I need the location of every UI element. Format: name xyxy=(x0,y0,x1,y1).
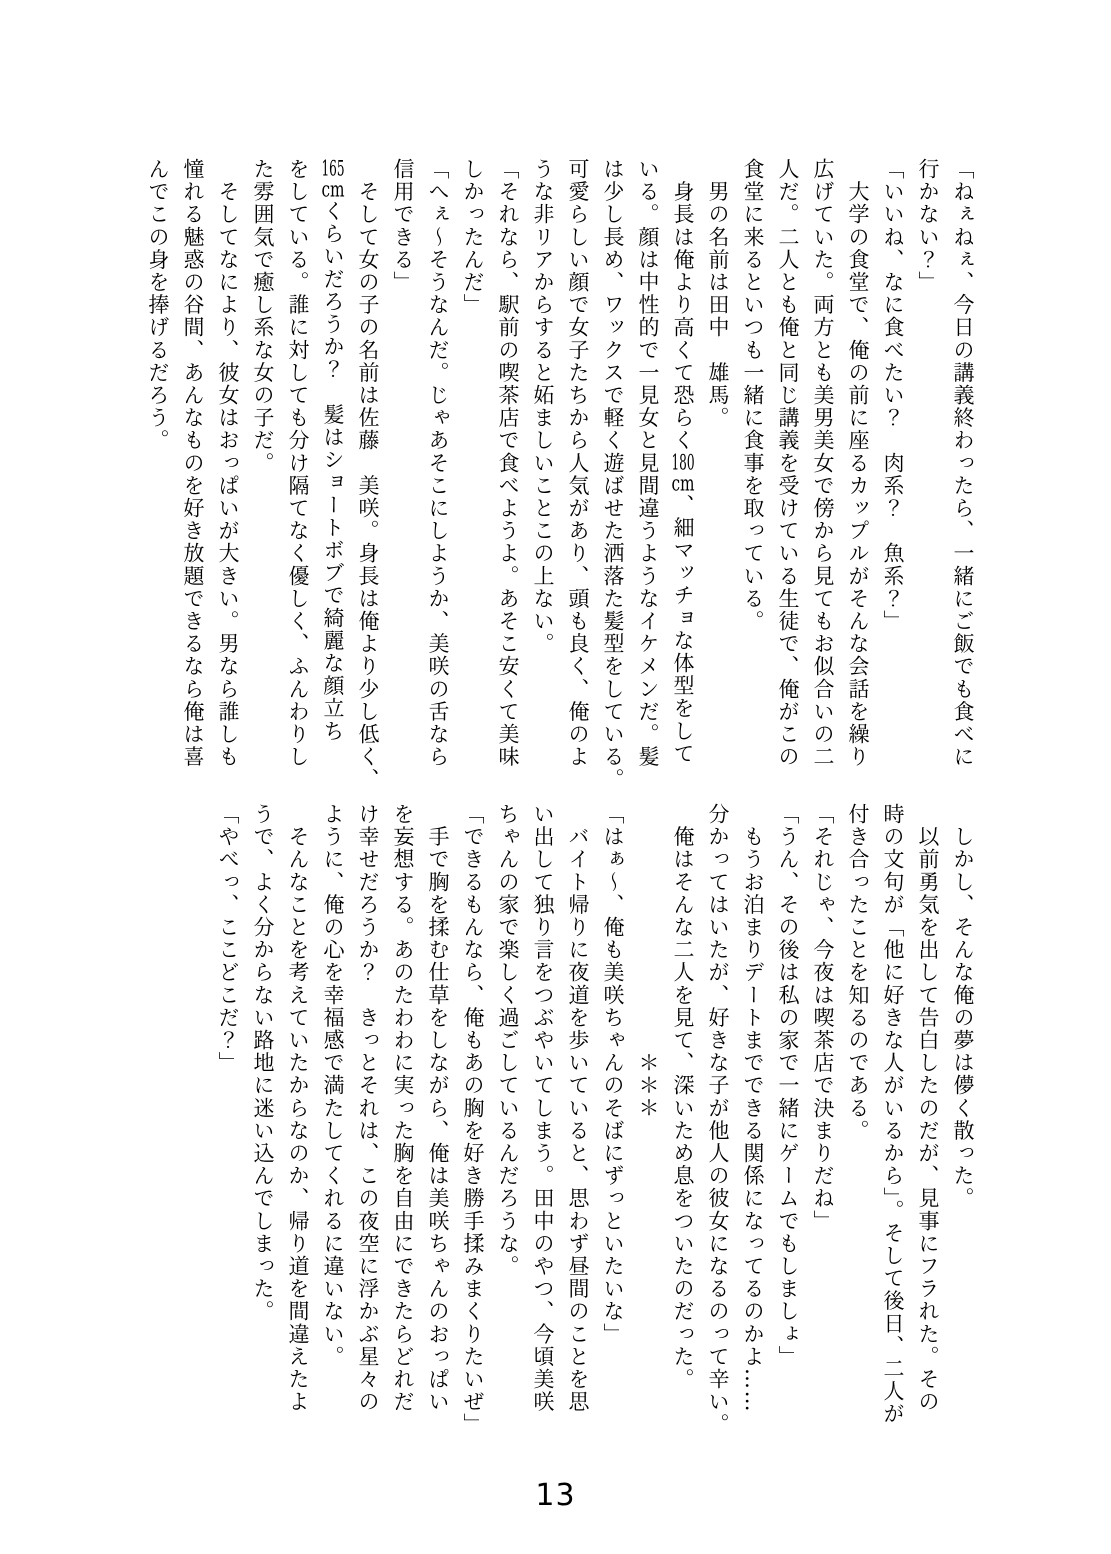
text-line: いる。顔は中性的で一見女と見間違うようなイケメンだ。髪 xyxy=(636,158,660,769)
text-line: 「いいね、なに食べたい？ 肉系？ 魚系？」 xyxy=(881,158,905,633)
text-line: 信用できる」 xyxy=(391,158,415,294)
text-line: もうお泊まりデートまでできる関係になってるのかよ…… xyxy=(741,803,765,1414)
text-line: 人だ。二人とも俺と同じ講義を受けている生徒で、俺がこの xyxy=(776,158,800,769)
text-line: ＊＊＊ xyxy=(636,803,660,1120)
text-line: そんなことを考えていたからなのか、帰り道を間違えたよ xyxy=(286,803,310,1414)
story-text-block-top xyxy=(140,158,980,803)
text-line: い出して独り言をつぶやいてしまう。田中のやつ、今頃美咲 xyxy=(531,803,555,1414)
text-line: 以前勇気を出して告白したのだが、見事にフラれた。その xyxy=(916,803,940,1414)
story-text-block-bottom xyxy=(210,803,980,1448)
text-line: んでこの身を捧げるだろう。 xyxy=(146,158,170,452)
text-line: 「はぁ～、俺も美咲ちゃんのそばにずっといたいな」 xyxy=(601,803,625,1346)
text-line: 「へぇ～そうなんだ。じゃあそこにしようか、美咲の舌なら xyxy=(426,158,450,769)
text-line: そして女の子の名前は佐藤 美咲。身長は俺より少し低く、 xyxy=(356,158,380,791)
text-line: ように、俺の心を幸福感で満たしてくれるに違いない。 xyxy=(321,803,345,1368)
text-line: 広げていた。両方とも美男美女で傍から見てもお似合いの二 xyxy=(811,158,835,769)
text-line: をしている。誰に対しても分け隔てなく優しく、ふんわりし xyxy=(286,158,310,769)
text-line: 付き合ったことを知るのである。 xyxy=(846,803,870,1142)
page-number: 13 xyxy=(535,1478,576,1513)
text-line: 身長は俺より高くて恐らく180cm、細マッチョな体型をして xyxy=(671,158,695,766)
text-line: た雰囲気で癒し系な女の子だ。 xyxy=(251,158,275,475)
text-line: うな非リアからすると妬ましいことこの上ない。 xyxy=(531,158,555,656)
tatechuyoko-number: cm xyxy=(321,179,345,200)
tatechuyoko-number: 165 xyxy=(321,158,345,179)
text-line: 時の文句が「他に好きな人がいるから」。そして後日、二人が xyxy=(881,803,905,1426)
text-line: 手で胸を揉む仕草をしながら、俺は美咲ちゃんのおっぱい xyxy=(426,803,450,1414)
text-line: 「できるもんなら、俺もあの胸を好き勝手揉みまくりたいぜ」 xyxy=(461,803,485,1436)
text-line: 俺はそんな二人を見て、深いため息をついたのだった。 xyxy=(671,803,695,1391)
text-line: しかったんだ」 xyxy=(461,158,485,317)
text-line: バイト帰りに夜道を歩いていると、思わず昼間のことを思 xyxy=(566,803,590,1414)
text-line: そしてなにより、彼女はおっぱいが大きい。男なら誰しも xyxy=(216,158,240,769)
text-line: 食堂に来るといつも一緒に食事を取っている。 xyxy=(741,158,765,633)
text-line: 「それじゃ、今夜は喫茶店で決まりだね」 xyxy=(811,803,835,1233)
text-line: を妄想する。あのたわわに実った胸を自由にできたらどれだ xyxy=(391,803,415,1414)
text-line: 「ねぇねぇ、今日の講義終わったら、一緒にご飯でも食べに xyxy=(951,158,975,769)
text-line: 行かない？」 xyxy=(916,158,940,294)
text-line: 大学の食堂で、俺の前に座るカップルがそんな会話を繰り xyxy=(846,158,870,769)
text-line: は少し長め、ワックスで軽く遊ばせた洒落た髪型をしている。 xyxy=(601,158,625,791)
text-line: 「やべっ、ここどこだ？」 xyxy=(216,803,240,1075)
text-line: け幸せだろうか？ きっとそれは、この夜空に浮かぶ星々の xyxy=(356,803,380,1414)
text-line: 165cmくらいだろうか？ 髪はショートボブで綺麗な顔立ち xyxy=(321,158,345,743)
text-line: 憧れる魅惑の谷間、あんなものを好き放題できるなら俺は喜 xyxy=(181,158,205,769)
tatechuyoko-number: cm xyxy=(671,472,695,494)
text-line: 可愛らしい顔で女子たちから人気があり、頭も良く、俺のよ xyxy=(566,158,590,769)
text-line: ちゃんの家で楽しく過ごしているんだろうな。 xyxy=(496,803,520,1278)
text-line: 「それなら、駅前の喫茶店で食べようよ。あそこ安くて美味 xyxy=(496,158,520,769)
text-line: 男の名前は田中 雄馬。 xyxy=(706,158,730,430)
tatechuyoko-number: 180 xyxy=(671,451,695,473)
text-line: しかし、そんな俺の夢は儚く散った。 xyxy=(951,803,975,1210)
text-line: うで、よく分からない路地に迷い込んでしまった。 xyxy=(251,803,275,1323)
text-line: 「うん、その後は私の家で一緒にゲームでもしましょ」 xyxy=(776,803,800,1368)
text-line: 分かってはいたが、好きな子が他人の彼女になるのって辛い。 xyxy=(706,803,730,1436)
